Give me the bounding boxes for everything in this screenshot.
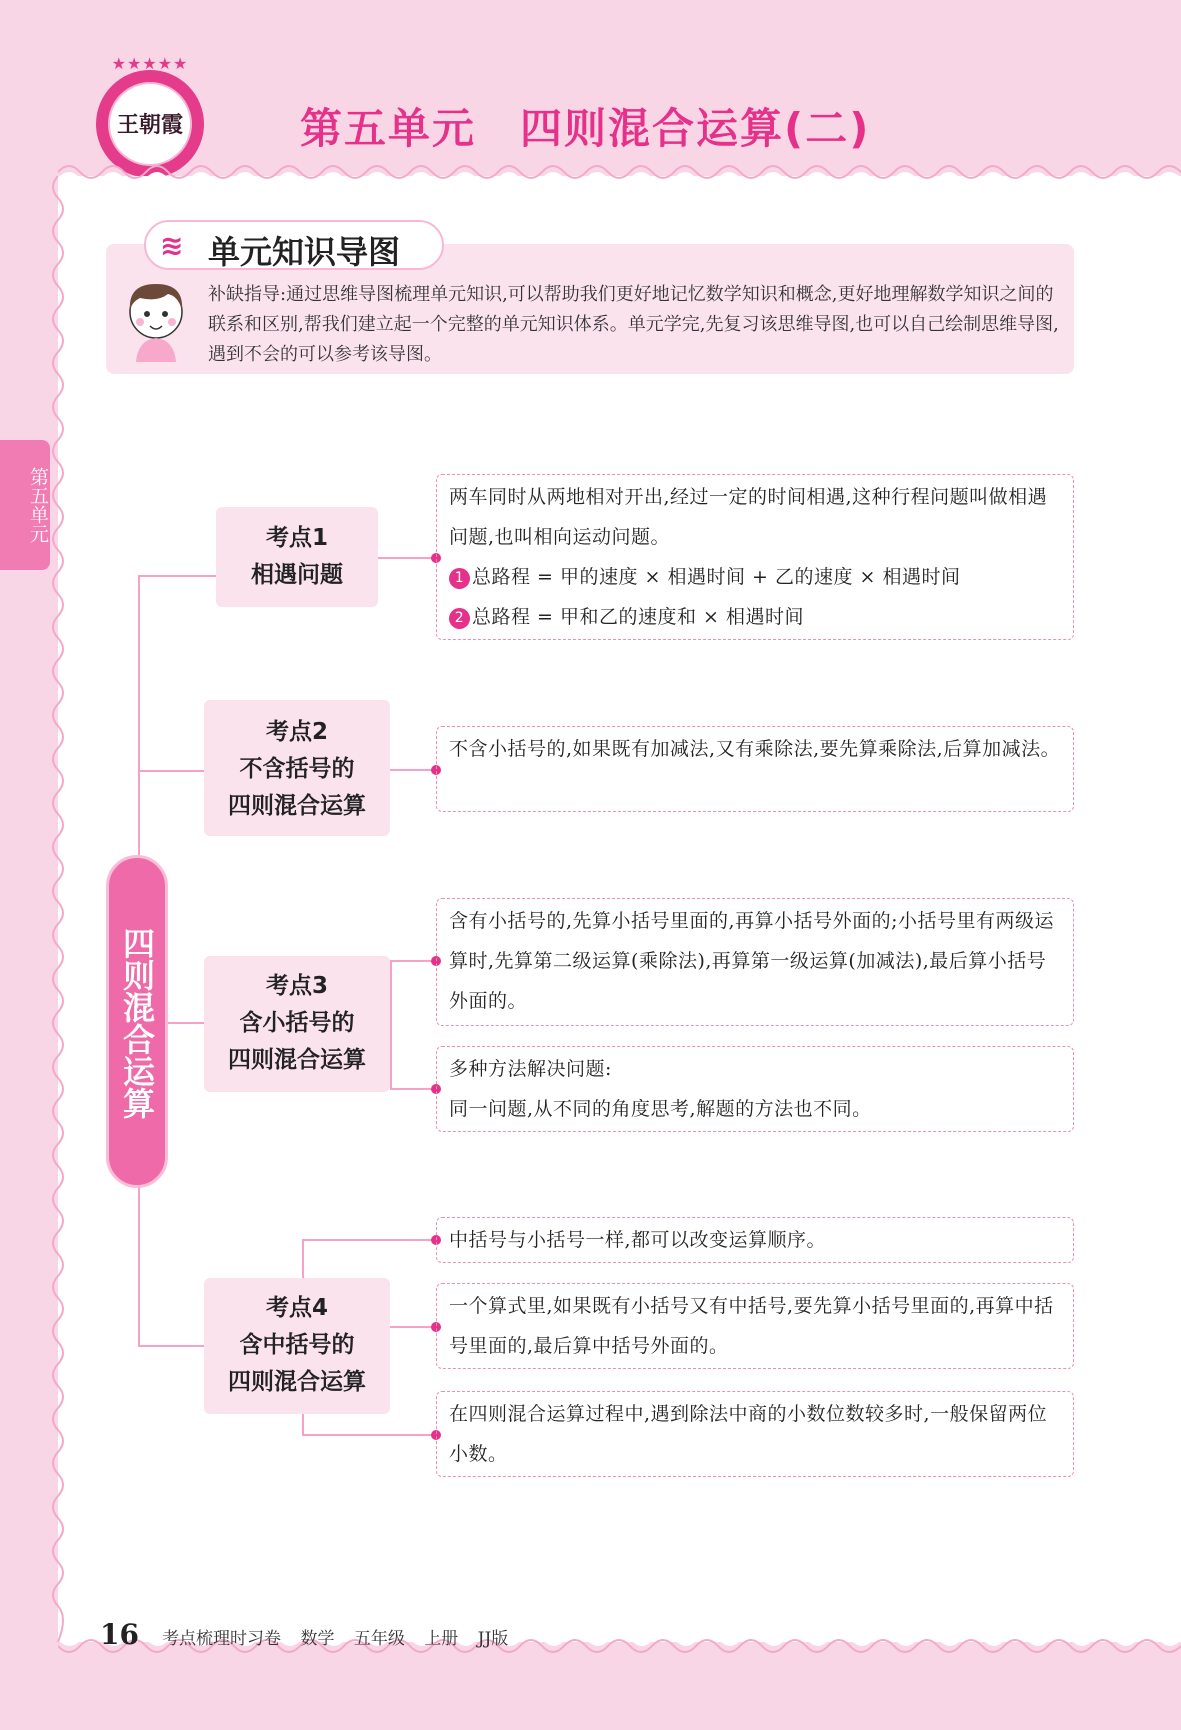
keypoint-4-label: 考点4	[265, 1295, 328, 1321]
box-k2: 不含小括号的,如果既有加减法,又有乘除法,要先算乘除法,后算加减法。	[436, 726, 1074, 812]
page-number: 16	[100, 1618, 139, 1651]
box-k1	[436, 474, 1074, 640]
connector-k3b	[390, 1088, 436, 1090]
guide-text: 补缺指导:通过思维导图梳理单元知识,可以帮助我们更好地记忆数学知识和概念,更好地理解数学知识之间的联系和区别,帮我们建立起一个完整的单元知识体系。单元学完,先复习该思维导图,也可以自己绘制思维导图,遇到不会的可以参考该导图。	[208, 284, 1059, 365]
page-title: 第五单元 四则混合运算(二)	[300, 104, 871, 153]
box-k1-intro: 两车同时从两地相对开出,经过一定的时间相遇,这种行程问题叫做相遇问题,也叫相向运动问题。	[449, 486, 1048, 548]
number-1-icon: 1	[449, 568, 470, 589]
number-2-icon: 2	[449, 608, 470, 629]
logo-text: 王朝霞	[116, 112, 183, 138]
keypoint-2-name1: 不含括号的	[239, 756, 355, 782]
connector-k2	[138, 770, 205, 772]
side-tab-label: 第五单元	[27, 467, 49, 543]
connector-k4c	[302, 1434, 436, 1436]
keypoint-2-label: 考点2	[265, 719, 328, 745]
keypoint-3-name1: 含小括号的	[239, 1010, 355, 1036]
section-header	[144, 220, 444, 270]
keypoint-4-name2: 四则混合运算	[228, 1369, 366, 1395]
connector-k3-branch	[390, 960, 392, 1090]
wave-lines-icon: ≋	[160, 229, 184, 262]
box-k4c: 在四则混合运算过程中,遇到除法中商的小数位数较多时,一般保留两位小数。	[436, 1391, 1074, 1477]
keypoint-4-name1: 含中括号的	[239, 1332, 355, 1358]
box-k1-formula-2	[449, 597, 1063, 637]
girl-avatar-icon	[118, 276, 194, 362]
box-k4a: 中括号与小括号一样,都可以改变运算顺序。	[436, 1217, 1074, 1263]
connector-k2-box	[390, 769, 436, 771]
unit-side-tab	[0, 440, 50, 570]
connector-k4b	[390, 1326, 436, 1328]
box-k3b-line1: 多种方法解决问题:	[449, 1058, 612, 1080]
box-k3a: 含有小括号的,先算小括号里面的,再算小括号外面的;小括号里有两级运算时,先算第二级运算(乘除法),再算第一级运算(加减法),最后算小括号外面的。	[436, 898, 1074, 1026]
keypoint-3-label: 考点3	[265, 973, 328, 999]
section-title: 单元知识导图	[208, 233, 401, 271]
formula-1-text: 总路程 = 甲的速度 × 相遇时间 + 乙的速度 × 相遇时间	[472, 566, 961, 588]
page-footer	[100, 1618, 508, 1651]
connector-k1	[138, 575, 217, 577]
connector-k1-box	[378, 557, 436, 559]
keypoint-2	[204, 700, 390, 836]
keypoint-3-name2: 四则混合运算	[228, 1047, 366, 1073]
connector-k4a	[302, 1239, 436, 1241]
keypoint-2-name2: 四则混合运算	[228, 793, 366, 819]
keypoint-3	[204, 956, 390, 1092]
footer-text: 考点梳理时习卷 数学 五年级 上册 JJ版	[162, 1629, 509, 1649]
keypoint-1-name: 相遇问题	[251, 562, 343, 588]
box-k1-formula-1	[449, 557, 1063, 597]
keypoint-1	[216, 507, 378, 607]
root-label: 四则混合运算(二)	[62, 927, 156, 1119]
logo-inner	[108, 82, 192, 166]
connector-k3a	[390, 960, 436, 962]
box-k4b: 一个算式里,如果既有小括号又有中括号,要先算小括号里面的,再算中括号里面的,最后算中括号外面的。	[436, 1283, 1074, 1369]
logo-stars: ★★★★★	[111, 54, 189, 73]
wave-border-left	[48, 176, 68, 1642]
mindmap-root	[62, 855, 168, 1188]
wave-border-top	[58, 160, 1181, 188]
keypoint-1-label: 考点1	[265, 525, 328, 551]
connector-k4	[138, 1345, 205, 1347]
keypoint-4	[204, 1278, 390, 1414]
box-k3b-line2: 同一问题,从不同的角度思考,解题的方法也不同。	[449, 1098, 872, 1120]
box-k3b	[436, 1046, 1074, 1132]
formula-2-text: 总路程 = 甲和乙的速度和 × 相遇时间	[472, 606, 804, 628]
